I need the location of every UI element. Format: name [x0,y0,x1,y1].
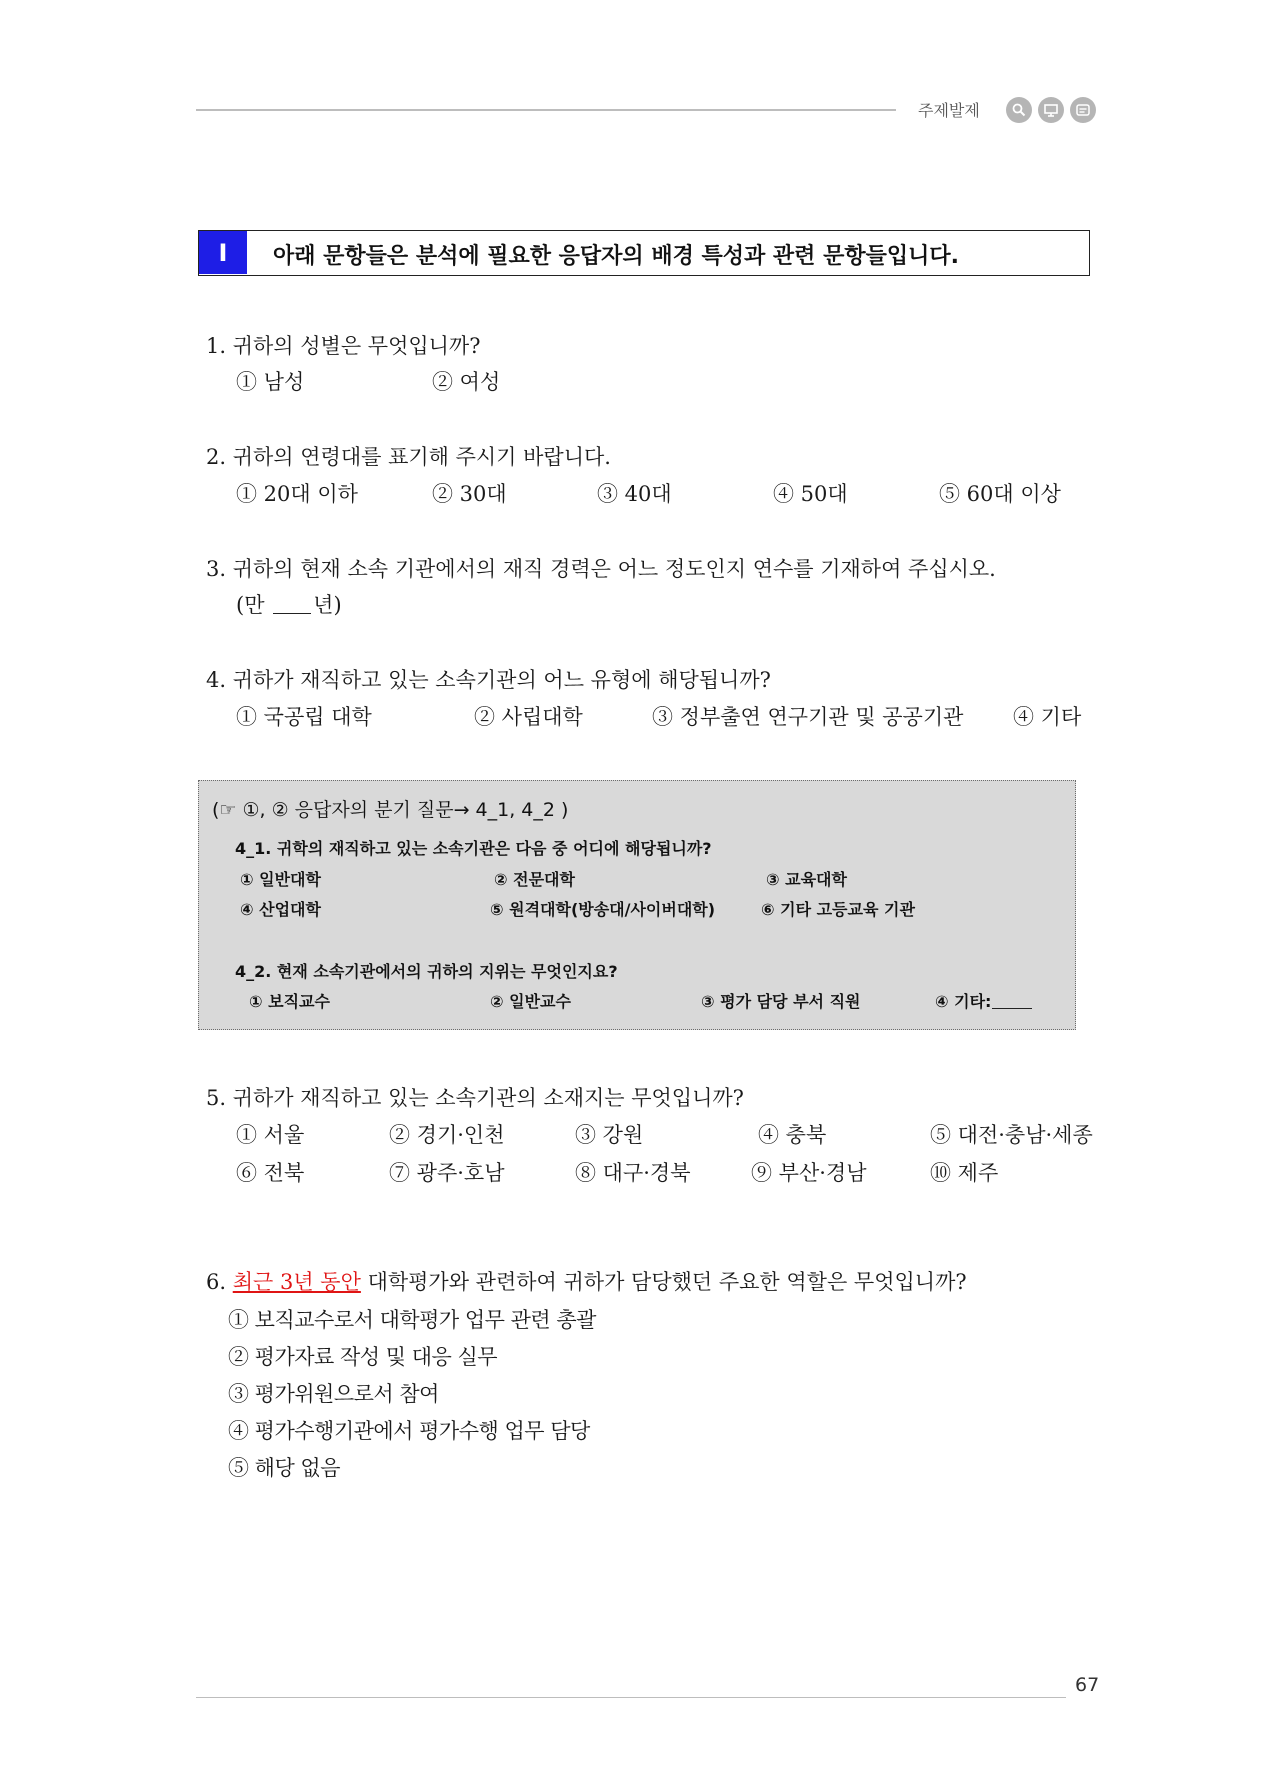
q5-option-2[interactable]: ② 경기·인천 [389,1123,505,1147]
q41-option-3[interactable]: ③ 교육대학 [766,870,847,889]
q6-rest: 대학평가와 관련하여 귀하가 담당했던 주요한 역할은 무엇입니까? [367,1270,967,1294]
question-6 [206,1266,967,1296]
question-1: 1. 귀하의 성별은 무엇입니까? [206,334,481,358]
magnifier-icon [1006,97,1032,123]
q4-option-1[interactable]: ① 국공립 대학 [236,705,372,729]
q3-answer-prefix: (만 [236,593,265,617]
q4-option-2[interactable]: ② 사립대학 [474,705,583,729]
q4-option-4[interactable]: ④ 기타 [1013,705,1082,729]
q2-option-2[interactable]: ② 30대 [432,482,507,506]
section-header [198,230,1090,276]
question-4-2: 4_2. 현재 소속기관에서의 귀하의 지위는 무엇인지요? [235,962,618,981]
q6-highlight: 최근 3년 동안 [232,1270,361,1294]
q5-option-7[interactable]: ⑦ 광주·호남 [389,1161,505,1185]
question-5: 5. 귀하가 재직하고 있는 소속기관의 소재지는 무엇입니까? [206,1086,744,1110]
q42-option-4-label: ④ 기타: [935,992,992,1011]
monitor-icon [1038,97,1064,123]
q42-option-2[interactable]: ② 일반교수 [490,992,571,1011]
q6-option-4[interactable]: ④ 평가수행기관에서 평가수행 업무 담당 [228,1419,590,1443]
q5-option-6[interactable]: ⑥ 전북 [236,1161,305,1185]
q5-option-3[interactable]: ③ 강원 [575,1123,644,1147]
question-3: 3. 귀하의 현재 소속 기관에서의 재직 경력은 어느 정도인지 연수를 기재하여 주십시오. [206,557,996,581]
branch-question-box [198,780,1076,1030]
q3-answer-blank[interactable] [273,595,311,614]
page-number: 67 [1075,1674,1100,1696]
q2-option-4[interactable]: ④ 50대 [773,482,848,506]
q1-option-1[interactable]: ① 남성 [236,370,305,394]
q6-option-3[interactable]: ③ 평가위원으로서 참여 [228,1382,439,1406]
q5-option-4[interactable]: ④ 충북 [758,1123,827,1147]
q4-option-3[interactable]: ③ 정부출연 연구기관 및 공공기관 [652,705,964,729]
q42-other-blank[interactable] [992,994,1032,1009]
q5-option-1[interactable]: ① 서울 [236,1123,305,1147]
q41-option-1[interactable]: ① 일반대학 [240,870,321,889]
list-icon [1070,97,1096,123]
question-4-1: 4_1. 귀학의 재직하고 있는 소속기관은 다음 중 어디에 해당됩니까? [235,839,712,858]
header-label: 주제발제 [918,101,980,120]
q6-option-5[interactable]: ⑤ 해당 없음 [228,1456,340,1480]
q5-option-5[interactable]: ⑤ 대전·충남·세종 [930,1123,1093,1147]
q41-option-4[interactable]: ④ 산업대학 [240,900,321,919]
question-4: 4. 귀하가 재직하고 있는 소속기관의 어느 유형에 해당됩니까? [206,668,771,692]
q5-option-8[interactable]: ⑧ 대구·경북 [575,1161,691,1185]
footer-rule [196,1697,1066,1698]
q42-option-3[interactable]: ③ 평가 담당 부서 직원 [701,992,861,1011]
q42-option-4[interactable] [935,989,1032,1012]
header-rule [196,109,896,111]
q41-option-6[interactable]: ⑥ 기타 고등교육 기관 [761,900,915,919]
q5-option-9[interactable]: ⑨ 부산·경남 [751,1161,867,1185]
question-2: 2. 귀하의 연령대를 표기해 주시기 바랍니다. [206,445,611,469]
q2-option-3[interactable]: ③ 40대 [597,482,672,506]
section-number-badge: I [199,231,247,274]
q2-option-5[interactable]: ⑤ 60대 이상 [939,482,1061,506]
q3-answer-field[interactable] [236,589,342,619]
q2-option-1[interactable]: ① 20대 이하 [236,482,358,506]
section-title: 아래 문항들은 분석에 필요한 응답자의 배경 특성과 관련 문항들입니다. [273,244,959,269]
q6-option-1[interactable]: ① 보직교수로서 대학평가 업무 관련 총괄 [228,1308,596,1332]
q41-option-2[interactable]: ② 전문대학 [494,870,575,889]
q6-prefix: 6. [206,1270,227,1294]
q41-option-5[interactable]: ⑤ 원격대학(방송대/사이버대학) [490,900,716,919]
q5-option-10[interactable]: ⑩ 제주 [930,1161,999,1185]
q42-option-1[interactable]: ① 보직교수 [249,992,330,1011]
branch-heading: (☞ ①, ② 응답자의 분기 질문→ 4_1, 4_2 ) [212,799,569,821]
q6-option-2[interactable]: ② 평가자료 작성 및 대응 실무 [228,1345,498,1369]
q1-option-2[interactable]: ② 여성 [432,370,501,394]
q3-answer-suffix: 년) [313,593,342,617]
